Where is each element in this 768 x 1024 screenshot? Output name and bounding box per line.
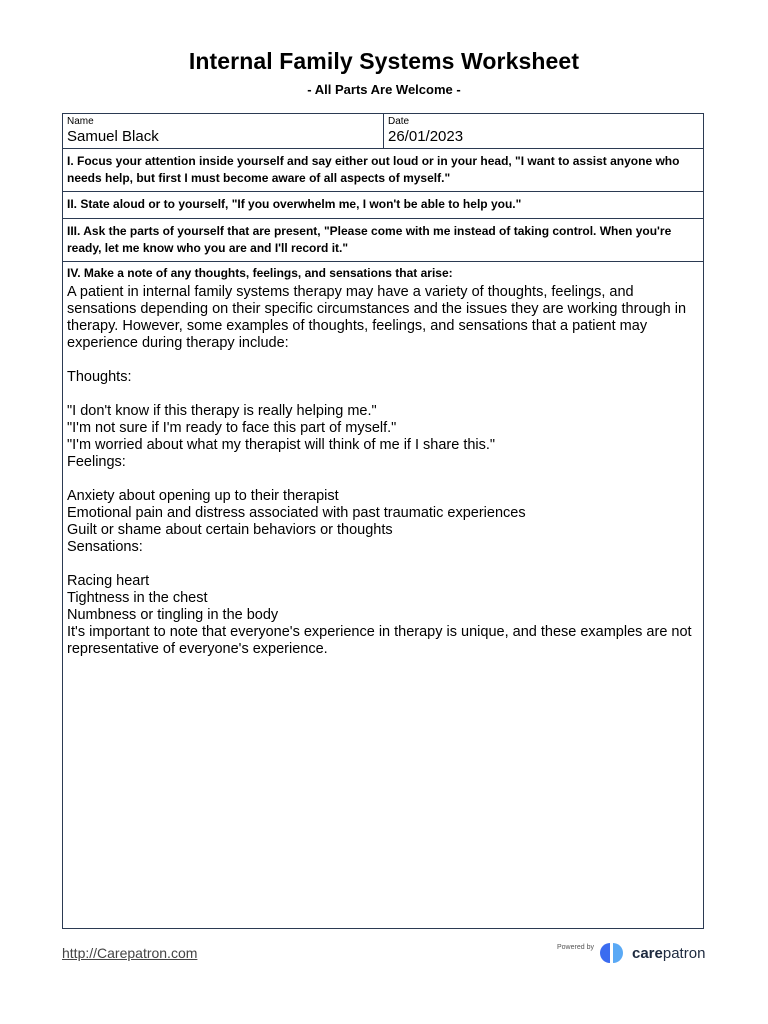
- step-1-text: I. Focus your attention inside yourself and say either out loud or in your head, "I want to assist anyone who needs help, but first I must become aware of all aspects of myself.": [67, 154, 680, 185]
- answer-line: [67, 556, 697, 573]
- brand-bold: care: [632, 944, 663, 962]
- header-fields-row: [63, 114, 703, 149]
- answer-line: [67, 386, 697, 403]
- answer-line: "I don't know if this therapy is really helping me.": [67, 403, 377, 419]
- answer-line: Sensations:: [67, 539, 143, 555]
- answer-line: Emotional pain and distress associated with past traumatic experiences: [67, 505, 526, 521]
- answer-line: Guilt or shame about certain behaviors or thoughts: [67, 522, 393, 538]
- page-title: Internal Family Systems Worksheet: [188, 48, 580, 74]
- page-subtitle: - All Parts Are Welcome -: [307, 82, 461, 97]
- answer-line: "I'm not sure if I'm ready to face this part of myself.": [67, 420, 397, 436]
- worksheet-form: [62, 113, 704, 929]
- answer-line: Feelings:: [67, 454, 126, 470]
- carepatron-link[interactable]: http://Carepatron.com: [62, 945, 198, 961]
- carepatron-logo-icon: [599, 942, 629, 964]
- step-4-row[interactable]: [63, 262, 703, 928]
- answer-line: Racing heart: [67, 573, 150, 589]
- name-value: Samuel Black: [67, 128, 159, 145]
- brand-wordmark: [632, 945, 705, 962]
- answer-text: [67, 284, 697, 658]
- date-value: 26/01/2023: [388, 128, 464, 145]
- step-2-row: [63, 192, 703, 219]
- brand-rest: patron: [662, 944, 706, 962]
- answer-line: Tightness in the chest: [67, 590, 208, 606]
- carepatron-brand[interactable]: [599, 942, 705, 964]
- date-field[interactable]: [384, 114, 703, 148]
- step-2-text: II. State aloud or to yourself, "If you overwhelm me, I won't be able to help you.": [67, 197, 522, 211]
- step-3-text: III. Ask the parts of yourself that are present, "Please come with me instead of taking control. When you're ready, let me know who you are and I'll record it.": [67, 224, 672, 255]
- answer-line: It's important to note that everyone's experience in therapy is unique, and these examples are not representative of everyone's experience.: [67, 624, 692, 657]
- answer-line: Anxiety about opening up to their therapist: [67, 488, 339, 504]
- answer-line: Thoughts:: [67, 369, 132, 385]
- step-3-row: [63, 219, 703, 262]
- name-field[interactable]: [63, 114, 384, 148]
- step-1-row: [63, 149, 703, 192]
- step-4-text: IV. Make a note of any thoughts, feelings, and sensations that arise:: [67, 266, 453, 280]
- answer-line: [67, 471, 697, 488]
- answer-line: A patient in internal family systems therapy may have a variety of thoughts, feelings, and sensations depending on their specific circumstances and the issues they are working through in therapy. However, some examples of thoughts, feelings, and sensations that a patient may experience during therapy include:: [67, 284, 687, 351]
- name-label: Name: [67, 116, 94, 127]
- date-label: Date: [388, 116, 410, 127]
- powered-by-label: Powered by: [557, 944, 594, 951]
- answer-line: Numbness or tingling in the body: [67, 607, 279, 623]
- answer-line: [67, 352, 697, 369]
- answer-line: "I'm worried about what my therapist will think of me if I share this.": [67, 437, 496, 453]
